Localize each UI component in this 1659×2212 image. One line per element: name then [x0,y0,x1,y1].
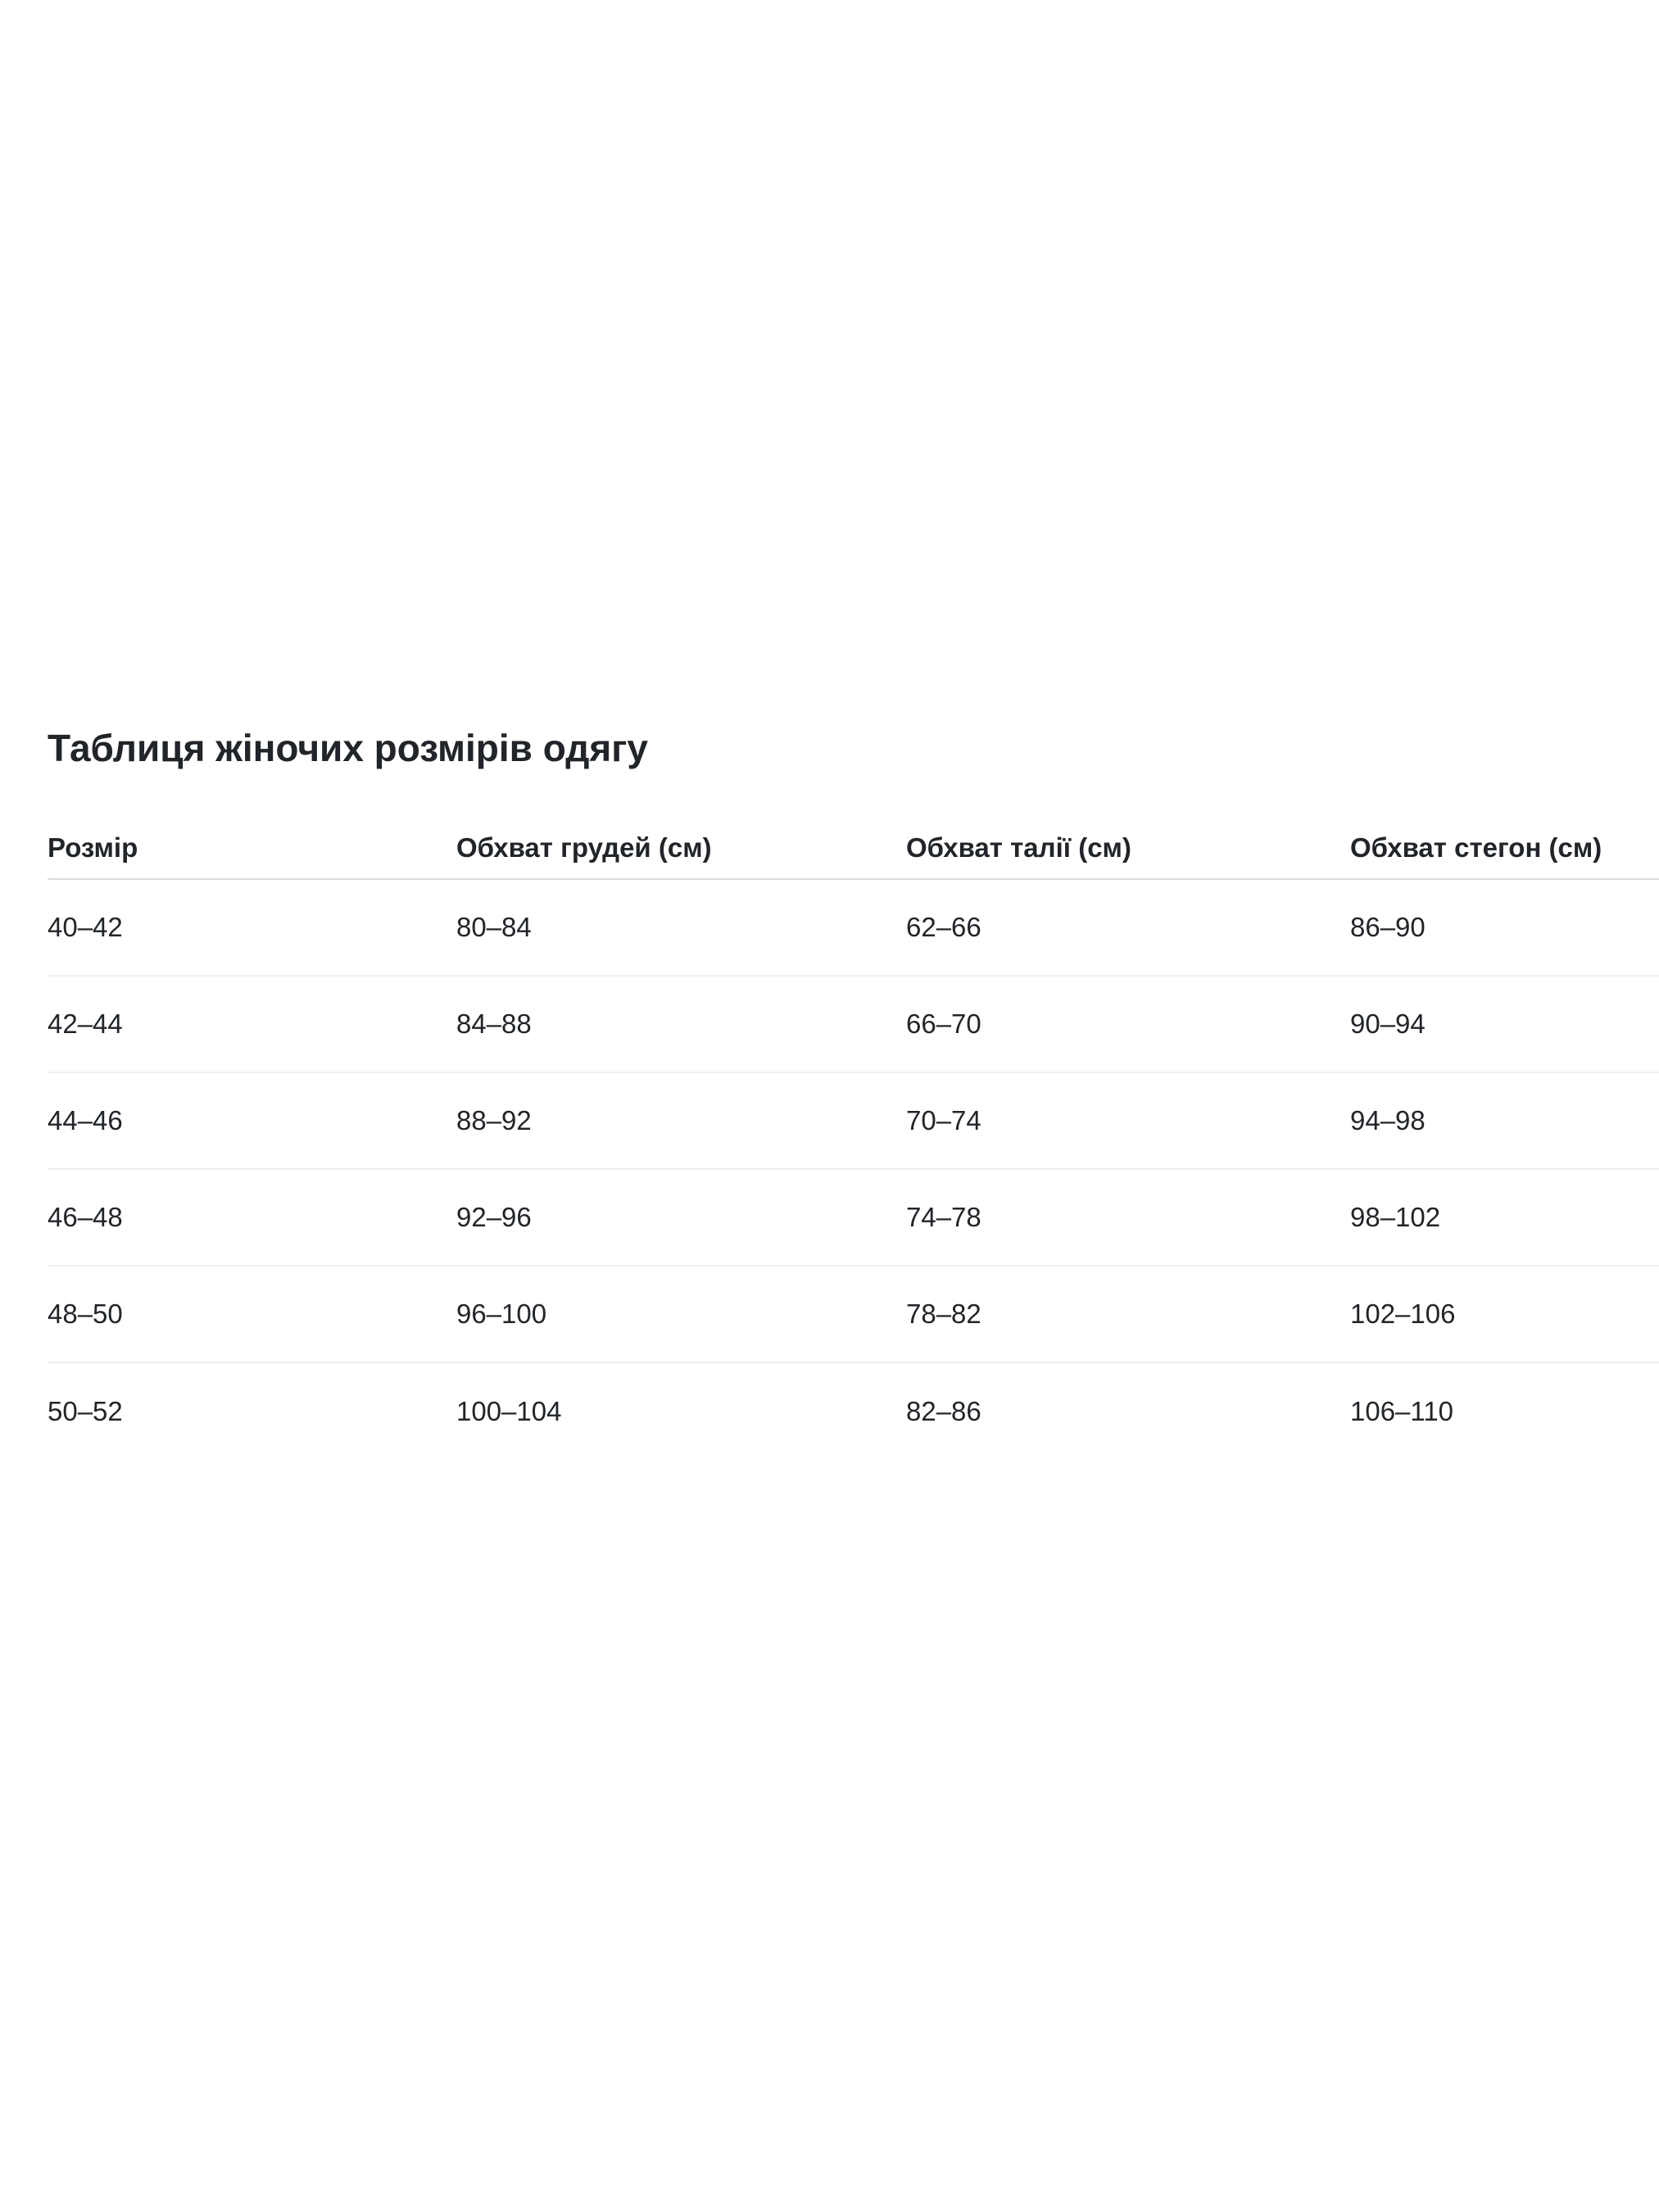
cell-chest: 96–100 [456,1299,547,1330]
cell-chest: 88–92 [456,1105,532,1136]
size-table [48,818,1659,1460]
cell-size: 50–52 [48,1396,123,1427]
table-row [48,880,1659,977]
cell-waist: 62–66 [906,912,981,943]
cell-hips: 98–102 [1350,1202,1441,1233]
cell-hips: 86–90 [1350,912,1426,943]
column-header-size: Розмір [48,832,138,863]
cell-waist: 66–70 [906,1009,981,1040]
column-header-hips: Обхват стегон (см) [1350,832,1602,863]
cell-size: 48–50 [48,1299,123,1330]
cell-hips: 90–94 [1350,1009,1426,1040]
table-header-row [48,818,1659,880]
cell-chest: 80–84 [456,912,532,943]
cell-hips: 94–98 [1350,1105,1426,1136]
column-header-waist: Обхват талії (см) [906,832,1131,863]
cell-waist: 70–74 [906,1105,981,1136]
page-title: Таблиця жіночих розмірів одягу [48,727,649,769]
cell-waist: 82–86 [906,1396,981,1427]
cell-chest: 84–88 [456,1009,532,1040]
cell-chest: 100–104 [456,1396,562,1427]
column-header-chest: Обхват грудей (см) [456,832,712,863]
cell-waist: 74–78 [906,1202,981,1233]
cell-size: 40–42 [48,912,123,943]
cell-size: 46–48 [48,1202,123,1233]
cell-hips: 102–106 [1350,1299,1456,1330]
cell-waist: 78–82 [906,1299,981,1330]
cell-size: 44–46 [48,1105,123,1136]
table-row [48,1073,1659,1170]
cell-size: 42–44 [48,1009,123,1040]
table-row [48,1267,1659,1363]
table-row [48,1170,1659,1267]
table-row [48,977,1659,1073]
cell-hips: 106–110 [1350,1396,1454,1427]
cell-chest: 92–96 [456,1202,532,1233]
table-row [48,1363,1659,1460]
